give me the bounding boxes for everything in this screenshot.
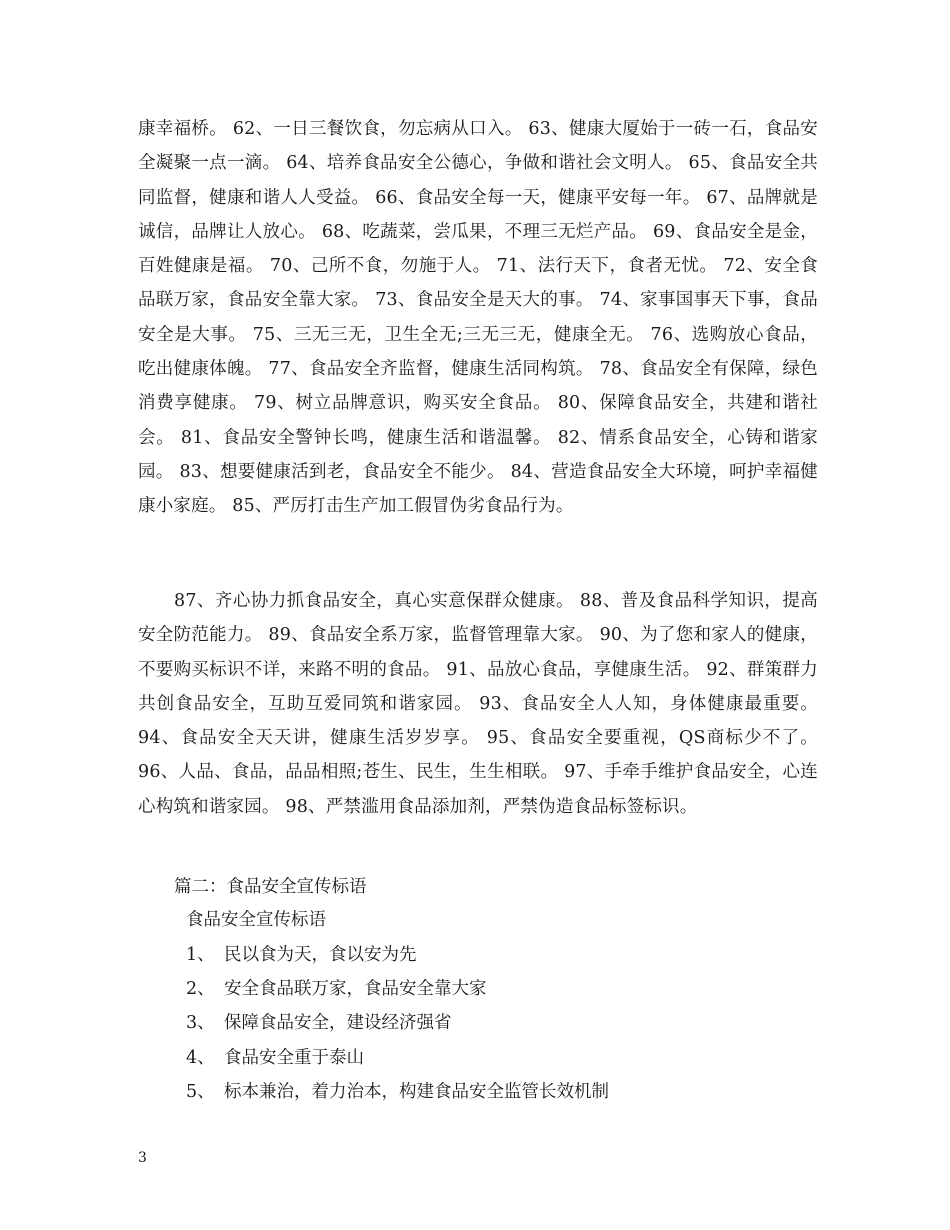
- list-item-number: 5、: [186, 1081, 215, 1102]
- page-number: 3: [138, 1150, 147, 1166]
- list-item-number: 3、: [186, 1013, 215, 1034]
- list-item: [186, 1006, 609, 1040]
- list-item: [186, 1041, 609, 1075]
- list-item-text: 保障食品安全，建设经济强省: [224, 1013, 452, 1034]
- list-item: [186, 972, 609, 1006]
- list-item-number: 4、: [186, 1047, 215, 1068]
- list-item: [186, 938, 609, 972]
- list-item-text: 标本兼治，着力治本，构建食品安全监管长效机制: [224, 1081, 609, 1102]
- body-paragraph: 康幸福桥。 62、一日三餐饮食，勿忘病从口入。 63、健康大厦始于一砖一石，食品安全凝聚一点一滴。 64、培养食品安全公德心，争做和谐社会文明人。 65、食品安全共同监督，健康和谐人人受益。 66、食品安全每一天，健康平安每一年。 67、品牌就是诚信，品牌让人放心。 68、吃蔬菜，尝瓜果，不理三无烂产品。 69、食品安全是金，百姓健康是福。 70、己所不食，勿施于人。 71、法行天下，食者无忧。 72、安全食品联万家，食品安全靠大家。 73、食品安全是天大的事。 74、家事国事天下事，食品安全是大事。 75、三无三无，卫生全无;三无三无，健康全无。 76、选购放心食品，吃出健康体魄。 77、食品安全齐监督，健康生活同构筑。 78、食品安全有保障，绿色消费享健康。 79、树立品牌意识，购买安全食品。 80、保障食品安全，共建和谐社会。 81、食品安全警钟长鸣，健康生活和谐温馨。 82、情系食品安全，心铸和谐家园。 83、想要健康活到老，食品安全不能少。 84、营造食品安全大环境，呵护幸福健康小家庭。 85、严厉打击生产加工假冒伪劣食品行为。: [138, 119, 818, 517]
- body-paragraph: 87、齐心协力抓食品安全，真心实意保群众健康。 88、普及食品科学知识，提高安全防范能力。 89、食品安全系万家，监督管理靠大家。 90、为了您和家人的健康，不要购买标识不详，来路不明的食品。 91、品放心食品，享健康生活。 92、群策群力共创食品安全，互助互爱同筑和谐家园。 93、食品安全人人知，身体健康最重要。 94、食品安全天天讲，健康生活岁岁享。 95、食品安全要重视，QS商标少不了。 96、人品、食品，品品相照;苍生、民生，生生相联。 97、手牵手维护食品安全，心连心构筑和谐家园。 98、严禁滥用食品添加剂，严禁伪造食品标签标识。: [138, 591, 818, 817]
- slogan-list: [186, 938, 609, 1109]
- list-item-number: 2、: [186, 979, 215, 1000]
- list-item-text: 安全食品联万家，食品安全靠大家: [224, 979, 487, 1000]
- section-title: 食品安全宣传标语: [186, 910, 326, 930]
- list-item-text: 民以食为天，食以安为先: [224, 945, 417, 965]
- list-item-number: 1、: [186, 945, 215, 965]
- list-item-text: 食品安全重于泰山: [224, 1047, 364, 1068]
- list-item: [186, 1075, 609, 1109]
- section-heading: 篇二：食品安全宣传标语: [174, 877, 367, 897]
